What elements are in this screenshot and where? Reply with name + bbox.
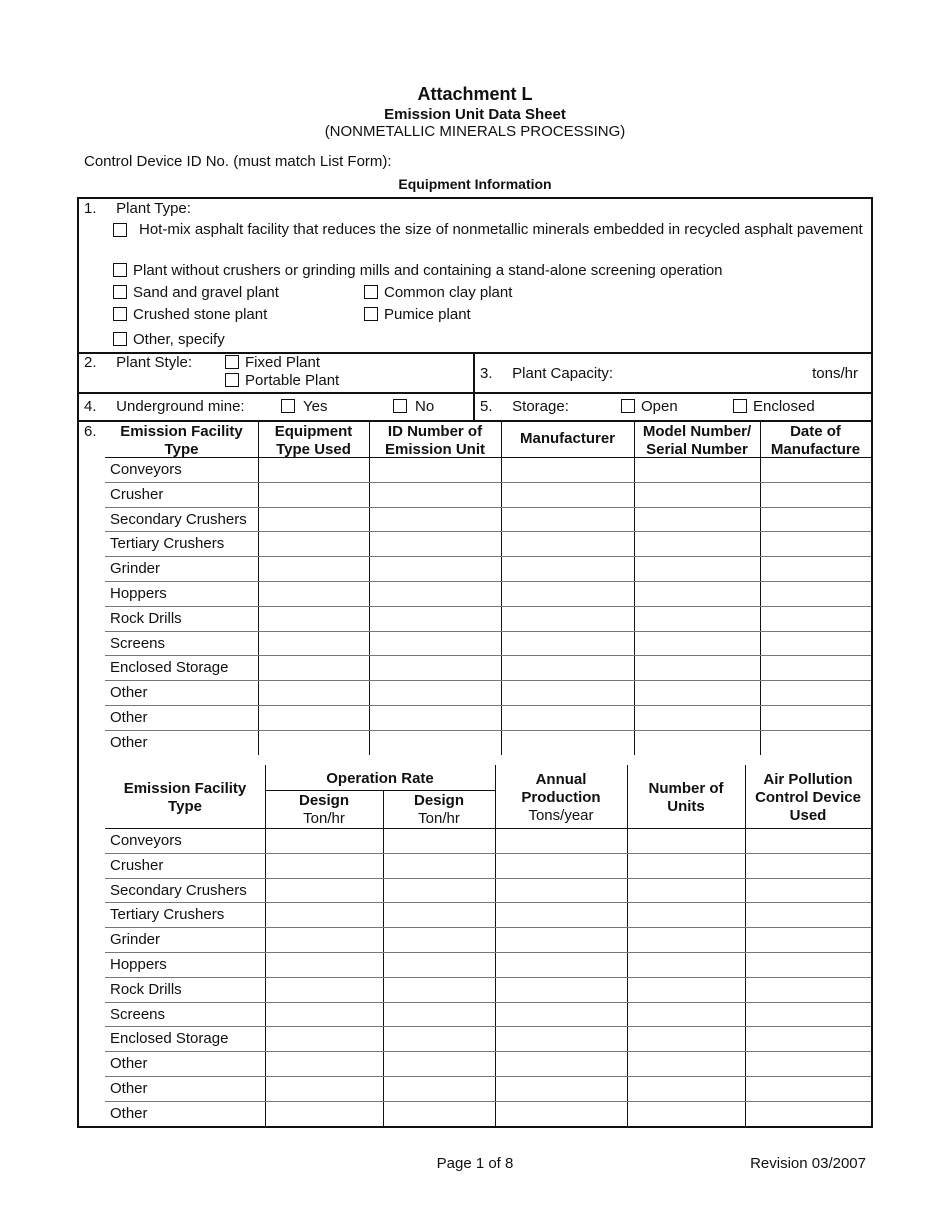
table-cell-input[interactable] [385,904,493,925]
column-header [634,423,760,459]
option-label: Fixed Plant [245,354,321,371]
table-cell-input[interactable] [636,583,758,604]
table-cell-input[interactable] [762,682,869,703]
row-label: Grinder [110,931,161,949]
plant-capacity-input[interactable] [620,362,790,384]
table-cell-input[interactable] [371,633,499,654]
table-cell-input[interactable] [371,583,499,604]
table-cell-input[interactable] [629,1053,743,1074]
table-cell-input[interactable] [385,1078,493,1099]
table-cell-input[interactable] [636,509,758,530]
table-cell-input[interactable] [260,682,367,703]
column-header-line: Design [413,792,464,809]
table-cell-input[interactable] [503,459,632,480]
q5-block [480,398,569,415]
table-cell-input[interactable] [636,533,758,554]
table-cell-input[interactable] [267,1103,381,1124]
table-cell-input[interactable] [762,583,869,604]
table-cell-input[interactable] [629,880,743,901]
page-subtitle: Emission Unit Data Sheet [384,106,566,123]
row-label: Screens [110,1005,166,1023]
column-header-line: Serial Number [646,441,748,458]
table-cell-input[interactable] [260,657,367,678]
row-rule [105,927,871,928]
q3-number: 3. [480,365,493,382]
q5-number: 5. [480,398,493,415]
table-cell-input[interactable] [762,459,869,480]
column-header-line: Date of [790,423,841,440]
column-header-line: Emission Unit [384,441,485,458]
row-label: Screens [110,634,166,652]
table-cell-input[interactable] [267,1053,381,1074]
checkbox[interactable] [225,355,239,369]
table-cell-input[interactable] [636,657,758,678]
table-cell-input[interactable] [762,657,869,678]
divider [473,352,475,420]
table-cell-input[interactable] [260,533,367,554]
table-cell-input[interactable] [762,533,869,554]
table-cell-input[interactable] [747,954,869,975]
table-cell-input[interactable] [385,1103,493,1124]
table-cell-input[interactable] [629,979,743,1000]
table-cell-input[interactable] [629,1103,743,1124]
row-label: Hoppers [110,956,167,973]
column-header [760,423,871,459]
column-header [105,780,265,816]
column-header-line: Number of [648,780,724,797]
row-label: Crusher [110,485,164,503]
column-header-line: Type [168,798,202,815]
table-cell-input[interactable] [747,979,869,1000]
table-cell-input[interactable] [762,509,869,530]
table-cell-input[interactable] [629,1078,743,1099]
option-label: Portable Plant [245,372,340,389]
table-cell-input[interactable] [636,732,758,753]
option-no[interactable] [393,398,434,415]
option-pumice[interactable] [364,306,471,323]
column-header [369,423,501,459]
table-cell-input[interactable] [260,583,367,604]
column-header-line: Operation Rate [326,770,434,787]
table-cell-input[interactable] [497,904,625,925]
option-label: Hot-mix asphalt facility that reduces the size of nonmetallic minerals embedded in recycled asphalt pavement [139,221,863,238]
column-header-line: Emission Facility [120,423,243,440]
table-cell-input[interactable] [636,608,758,629]
option-label: Crushed stone plant [133,306,268,323]
table-cell-input[interactable] [260,484,367,505]
header-rule [265,790,495,791]
checkbox[interactable] [393,399,407,413]
revision-label: Revision 03/2007 [750,1155,866,1172]
checkbox[interactable] [113,263,127,277]
table-cell-input[interactable] [629,855,743,876]
table-cell-input[interactable] [371,558,499,579]
table-cell-input[interactable] [385,830,493,851]
table-cell-input[interactable] [503,558,632,579]
option-label: Other, specify [133,331,225,348]
row-rule [105,1076,871,1077]
option-portable-plant[interactable] [225,372,339,389]
table-cell-input[interactable] [636,707,758,728]
q2-label: Plant Style: [116,354,193,371]
row-rule [105,730,871,731]
checkbox[interactable] [281,399,295,413]
q2-number: 2. [84,354,97,371]
table-cell-input[interactable] [762,558,869,579]
row-label: Other [110,733,148,751]
table-cell-input[interactable] [267,979,381,1000]
table-cell-input[interactable] [371,657,499,678]
header-rule [105,828,871,829]
table-cell-input[interactable] [747,1078,869,1099]
column-header-line: Manufacture [770,441,861,458]
table-cell-input[interactable] [762,633,869,654]
option-other-specify[interactable] [113,331,225,348]
row-label: Other [110,1055,148,1073]
q4-number: 4. [84,398,97,415]
option-fixed-plant[interactable] [225,354,320,371]
plant-capacity-unit: tons/hr [812,365,858,382]
table-cell-input[interactable] [629,929,743,950]
table-cell-input[interactable] [747,904,869,925]
row-rule [105,556,871,557]
column-header [265,770,495,788]
table-cell-input[interactable] [503,633,632,654]
table-cell-input[interactable] [747,1103,869,1124]
column-header-line: Design [298,792,349,809]
q2-block [84,354,192,371]
divider [77,420,873,422]
table-cell-input[interactable] [762,707,869,728]
table-cell-input[interactable] [747,855,869,876]
row-label: Crusher [110,856,164,874]
checkbox[interactable] [113,332,127,346]
section-title: Equipment Information [398,176,552,192]
table-cell-input[interactable] [497,954,625,975]
table-cell-input[interactable] [503,484,632,505]
column-header-unit: Ton/hr [418,810,460,827]
column-header [258,423,369,459]
row-label: Other [110,1080,148,1097]
row-label: Other [110,709,148,726]
column-header-line: Production [521,789,601,806]
row-rule [105,902,871,903]
q3-block [480,365,613,382]
checkbox[interactable] [364,307,378,321]
row-label: Grinder [110,560,161,578]
column-header-line: Model Number/ [642,423,752,440]
row-rule [105,655,871,656]
table-cell-input[interactable] [636,682,758,703]
table-cell-input[interactable] [267,880,381,901]
table-cell-input[interactable] [497,1004,625,1025]
column-header-line: Annual [535,771,587,788]
column-header [105,423,258,459]
row-rule [105,581,871,582]
row-label: Rock Drills [110,609,182,627]
row-rule [105,1051,871,1052]
table-cell-input[interactable] [385,929,493,950]
option-label: Pumice plant [384,306,471,323]
checkbox[interactable] [113,307,127,321]
table-cell-input[interactable] [385,855,493,876]
row-label: Hoppers [110,585,167,602]
page-category: (NONMETALLIC MINERALS PROCESSING) [324,123,626,140]
table-cell-input[interactable] [747,880,869,901]
row-rule [105,1101,871,1102]
table-cell-input[interactable] [267,904,381,925]
checkbox[interactable] [225,373,239,387]
table-cell-input[interactable] [497,1103,625,1124]
option-common-clay[interactable] [364,284,512,301]
option-label: Open [641,398,678,415]
column-header-unit: Ton/hr [303,810,345,827]
table-cell-input[interactable] [497,1078,625,1099]
table-cell-input[interactable] [497,830,625,851]
column-header-line: Manufacturer [519,430,616,447]
option-label: Yes [303,398,328,415]
row-label: Tertiary Crushers [110,906,225,924]
column-header-line: Emission Facility [123,780,247,797]
table-cell-input[interactable] [385,979,493,1000]
table-cell-input[interactable] [497,929,625,950]
page-number: Page 1 of 8 [436,1155,514,1172]
checkbox[interactable] [113,223,127,237]
table-cell-input[interactable] [371,484,499,505]
row-label: Enclosed Storage [110,659,229,677]
table-cell-input[interactable] [385,1028,493,1049]
table-cell-input[interactable] [371,459,499,480]
table-cell-input[interactable] [267,929,381,950]
table-cell-input[interactable] [260,558,367,579]
option-sand-gravel[interactable] [113,284,279,301]
table-cell-input[interactable] [747,1028,869,1049]
row-label: Secondary Crushers [110,881,247,899]
row-label: Conveyors [110,832,182,849]
table-cell-input[interactable] [503,707,632,728]
q1-label: Plant Type: [116,200,191,217]
column-header-line: Type [164,441,199,458]
option-stand-alone-screening[interactable] [113,262,723,279]
table-cell-input[interactable] [636,633,758,654]
table-cell-input[interactable] [267,1028,381,1049]
row-label: Other [110,1104,148,1122]
row-label: Enclosed Storage [110,1030,229,1048]
option-label: No [415,398,435,415]
table-cell-input[interactable] [636,484,758,505]
row-rule [105,705,871,706]
table-cell-input[interactable] [503,608,632,629]
column-header-line: Air Pollution [763,771,853,788]
divider [77,352,873,354]
option-hot-mix[interactable] [113,221,867,239]
table-cell-input[interactable] [260,459,367,480]
q3-label: Plant Capacity: [512,365,614,382]
table-cell-input[interactable] [497,855,625,876]
row-label: Tertiary Crushers [110,535,225,553]
table-cell-input[interactable] [385,1053,493,1074]
table-cell-input[interactable] [762,608,869,629]
table-cell-input[interactable] [747,1004,869,1025]
q1-block [84,200,191,217]
checkbox[interactable] [364,285,378,299]
table-cell-input[interactable] [260,633,367,654]
q4-label: Underground mine: [116,398,245,415]
table-cell-input[interactable] [747,929,869,950]
table-cell-input[interactable] [503,509,632,530]
table-cell-input[interactable] [385,954,493,975]
table-cell-input[interactable] [267,855,381,876]
row-label: Conveyors [110,461,182,478]
row-rule [105,878,871,879]
table-cell-input[interactable] [636,558,758,579]
row-rule [105,853,871,854]
table-cell-input[interactable] [385,1004,493,1025]
table-cell-input[interactable] [503,732,632,753]
table-cell-input[interactable] [371,533,499,554]
column-header-unit: Tons/year [528,807,594,824]
option-label: Common clay plant [384,284,513,301]
q5-label: Storage: [512,398,569,415]
row-rule [105,631,871,632]
table-cell-input[interactable] [762,484,869,505]
option-enclosed[interactable] [733,398,815,415]
option-label: Sand and gravel plant [133,284,279,301]
row-rule [105,1026,871,1027]
option-crushed-stone[interactable] [113,306,267,323]
column-rule [627,765,628,1126]
table-cell-input[interactable] [503,682,632,703]
table-cell-input[interactable] [267,830,381,851]
table-cell-input[interactable] [629,1028,743,1049]
option-label: Enclosed [753,398,815,415]
table-cell-input[interactable] [497,979,625,1000]
page-title: Attachment L [417,84,533,104]
divider [77,392,873,394]
column-header-line: Equipment [274,423,353,440]
column-header [265,792,383,828]
table-cell-input[interactable] [629,904,743,925]
column-header-line: Used [789,807,827,824]
table-cell-input[interactable] [629,1004,743,1025]
row-rule [105,606,871,607]
column-header-line: Type Used [276,441,351,458]
option-yes[interactable] [281,398,327,415]
table-cell-input[interactable] [260,732,367,753]
table-cell-input[interactable] [260,509,367,530]
row-label: Other [110,684,148,702]
table-cell-input[interactable] [267,1078,381,1099]
table-cell-input[interactable] [503,583,632,604]
table-cell-input[interactable] [497,880,625,901]
table-cell-input[interactable] [260,707,367,728]
row-label: Rock Drills [110,980,182,998]
table-cell-input[interactable] [629,954,743,975]
table-cell-input[interactable] [267,954,381,975]
checkbox[interactable] [621,399,635,413]
column-header [627,780,745,816]
table-cell-input[interactable] [371,509,499,530]
checkbox[interactable] [113,285,127,299]
column-header-line: Control Device [755,789,861,806]
option-label: Plant without crushers or grinding mills and containing a stand-alone screening operation [133,262,723,279]
table-cell-input[interactable] [636,459,758,480]
table-cell-input[interactable] [503,657,632,678]
table-cell-input[interactable] [260,608,367,629]
table-cell-input[interactable] [497,1028,625,1049]
column-header-line: ID Number of [387,423,483,440]
table-cell-input[interactable] [747,1053,869,1074]
column-header-line: Units [667,798,705,815]
column-header [383,792,495,828]
table-cell-input[interactable] [371,608,499,629]
row-rule [105,977,871,978]
table-cell-input[interactable] [747,830,869,851]
column-header [501,430,634,448]
row-rule [105,952,871,953]
table-cell-input[interactable] [371,682,499,703]
column-header [745,771,871,825]
row-rule [105,507,871,508]
table-cell-input[interactable] [371,707,499,728]
row-rule [105,1002,871,1003]
row-label: Secondary Crushers [110,510,247,528]
table-cell-input[interactable] [385,880,493,901]
checkbox[interactable] [733,399,747,413]
row-rule [105,531,871,532]
table-cell-input[interactable] [503,533,632,554]
table-cell-input[interactable] [371,732,499,753]
option-open[interactable] [621,398,678,415]
row-rule [105,680,871,681]
q6-number: 6. [84,423,97,440]
table-cell-input[interactable] [267,1004,381,1025]
column-header [495,771,627,825]
table-cell-input[interactable] [629,830,743,851]
control-device-label: Control Device ID No. (must match List Form): [84,153,392,170]
row-rule [105,482,871,483]
q1-number: 1. [84,200,97,217]
table-cell-input[interactable] [762,732,869,753]
q4-block [84,398,245,415]
table-cell-input[interactable] [497,1053,625,1074]
